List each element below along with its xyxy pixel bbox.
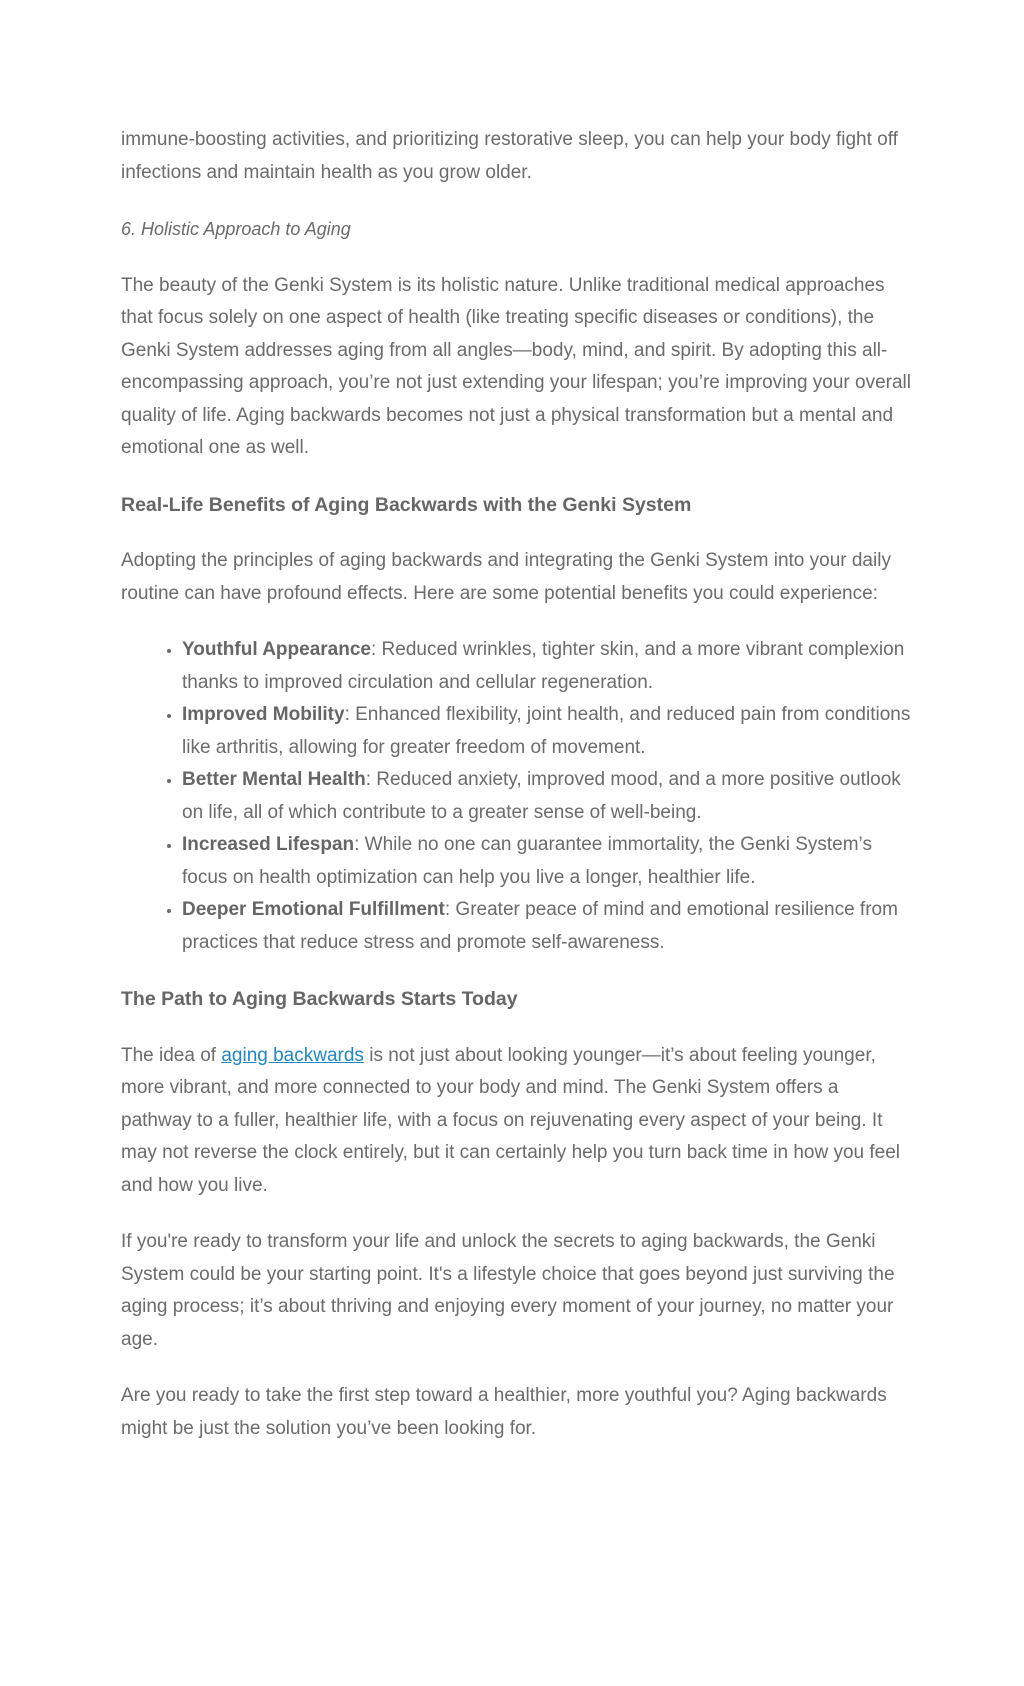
benefit-text: : Reduced anxiety, improved mood, and a more positive outlook on life, all of which contribute to a greater sense of well-being.	[182, 769, 901, 823]
benefit-name: Youthful Appearance	[182, 639, 371, 660]
list-item	[182, 699, 911, 764]
list-item	[182, 634, 911, 699]
benefit-name: Better Mental Health	[182, 769, 366, 790]
benefit-name: Increased Lifespan	[182, 834, 355, 855]
list-item	[182, 829, 911, 894]
aging-backwards-link[interactable]: aging backwards	[221, 1044, 364, 1066]
holistic-paragraph: The beauty of the Genki System is its holistic nature. Unlike traditional medical approaches that focus solely on one aspect of health (like treating specific diseases or conditions), the Genki System addresses aging from all angles—body, mind, and spirit. By adopting this all-encompassing approach, you’re not just extending your lifespan; you’re improving your overall quality of life. Aging backwards becomes not just a physical transformation but a mental and emotional one as well.	[121, 274, 911, 458]
closing-paragraph: Are you ready to take the first step toward a healthier, more youthful you? Aging backwards might be just the solution you’ve been looking for.	[121, 1385, 887, 1439]
path-paragraph	[121, 1040, 911, 1203]
benefits-list	[121, 634, 911, 959]
benefits-intro-paragraph: Adopting the principles of aging backwards and integrating the Genki System into your daily routine can have profound effects. Here are some potential benefits you could experience:	[121, 550, 891, 604]
benefit-text: : Reduced wrinkles, tighter skin, and a more vibrant complexion thanks to improved circulation and cellular regeneration.	[182, 639, 905, 693]
path-text-before-link: The idea of	[121, 1044, 222, 1066]
path-heading: The Path to Aging Backwards Starts Today	[121, 988, 518, 1010]
ready-paragraph: If you're ready to transform your life and unlock the secrets to aging backwards, the Genki System could be your starting point. It's a lifestyle choice that goes beyond just surviving the aging process; it’s about thriving and enjoying every moment of your journey, no matter your age.	[121, 1231, 895, 1350]
intro-paragraph: immune-boosting activities, and prioritizing restorative sleep, you can help your body fight off infections and maintain health as you grow older.	[121, 129, 898, 183]
holistic-subheading: 6. Holistic Approach to Aging	[121, 219, 351, 239]
benefits-heading: Real-Life Benefits of Aging Backwards with the Genki System	[121, 493, 692, 516]
benefit-text: : Greater peace of mind and emotional resilience from practices that reduce stress and promote self-awareness.	[182, 899, 898, 953]
benefit-text: : Enhanced flexibility, joint health, and reduced pain from conditions like arthritis, allowing for greater freedom of movement.	[182, 704, 911, 758]
benefit-name: Improved Mobility	[182, 704, 345, 725]
path-text-after-link: is not just about looking younger—it’s about feeling younger, more vibrant, and more connected to your body and mind. The Genki System offers a pathway to a fuller, healthier life, with a focus on rejuvenating every aspect of your being. It may not reverse the clock entirely, but it can certainly help you turn back time in how you feel and how you live.	[121, 1044, 901, 1196]
article-body	[121, 124, 911, 1469]
list-item	[182, 894, 911, 959]
benefit-name: Deeper Emotional Fulfillment	[182, 899, 445, 920]
list-item	[182, 764, 911, 829]
benefit-text: : While no one can guarantee immortality, the Genki System’s focus on health optimization can help you live a longer, healthier life.	[182, 834, 872, 888]
